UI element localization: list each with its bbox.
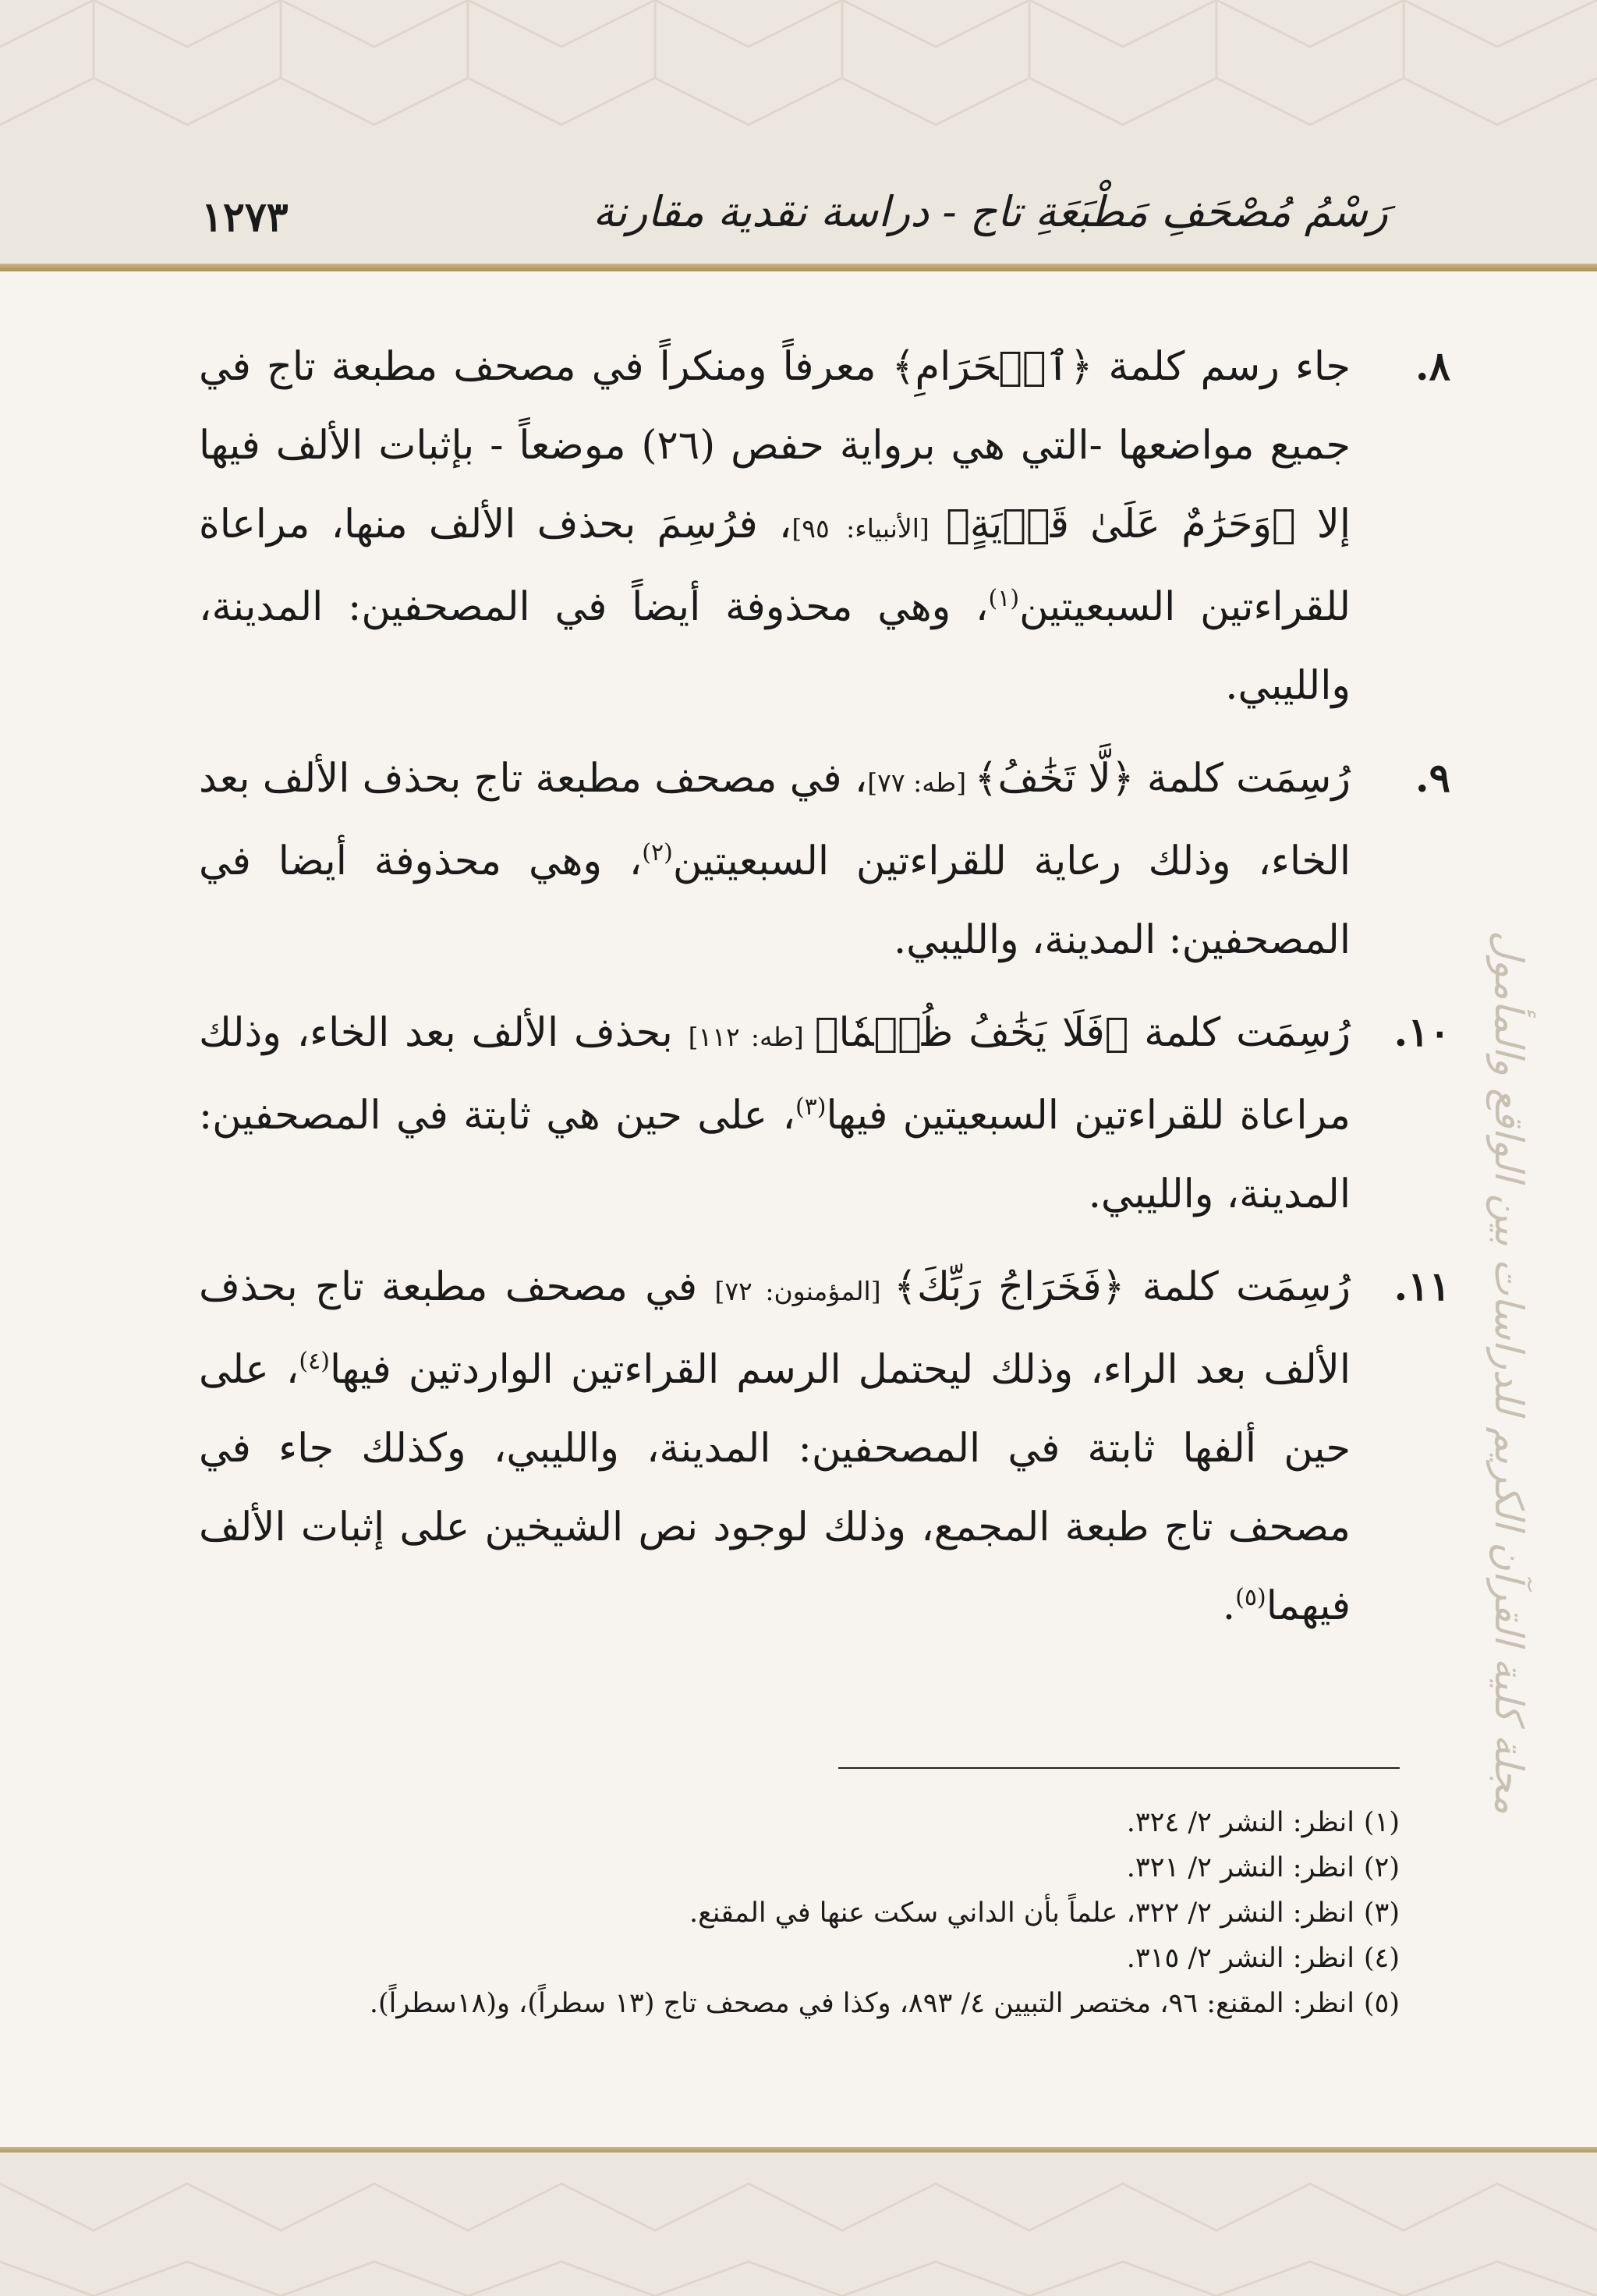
header-rule xyxy=(0,264,1597,271)
main-content xyxy=(199,328,1450,1646)
quran-word: ﴿فَلَا يَخَٰفُ ظُلۡمٗا﴾ xyxy=(814,1010,1129,1056)
footnotes xyxy=(199,1800,1400,2026)
footnote xyxy=(199,1981,1400,2026)
footnote-number: (٥) xyxy=(1363,1988,1400,2019)
footnote-marker[interactable]: (٣) xyxy=(795,1093,827,1121)
quran-word: ﴿ٱلۡحَرَامِ﴾ xyxy=(891,344,1093,390)
footnote-marker[interactable]: (٥) xyxy=(1235,1584,1266,1611)
quran-word: ﴿وَحَرَٰمٌ عَلَىٰ قَرۡيَةٍ﴾ xyxy=(946,501,1296,547)
footnote xyxy=(199,1800,1400,1845)
footnote-separator xyxy=(838,1767,1400,1769)
geometric-pattern xyxy=(0,2152,1597,2296)
quran-word: ﴿فَخَرَاجُ رَبِّكَ﴾ xyxy=(894,1264,1125,1310)
item-number: ٩. xyxy=(1415,755,1450,802)
list-item: ١١. رُسِمَت كلمة ﴿فَخَرَاجُ رَبِّكَ﴾ [المؤمنون: ٧٢] في مصحف مطبعة تاج بحذف الألف بعد الراء، وذلك ليحتمل الرسم القراءتين الواردتين فيها$^{(٤)}$، على حين ألفها ثابتة في المصحفين: المدينة، والليبي، وكذلك جاء في مصحف تاج طبعة المجمع، وذلك لوجود نص الشيخين على إثبات الألف فيهما$^{(٥)}$. xyxy=(199,1248,1404,1646)
footnote-number: (٣) xyxy=(1363,1897,1400,1929)
item-number: ١٠. xyxy=(1393,1009,1450,1056)
footnote-marker[interactable]: (٤) xyxy=(299,1348,330,1375)
verse-reference: [طه: ٧٧] xyxy=(867,767,975,798)
footer-band xyxy=(0,2152,1597,2296)
footnote-number: (٢) xyxy=(1363,1852,1400,1883)
footnote-text: انظر: النشر ٢/ ٣٢١. xyxy=(1126,1852,1354,1883)
verse-reference: [المؤمنون: ٧٢] xyxy=(714,1276,894,1306)
item-number: ٨. xyxy=(1415,343,1450,390)
footnote-number: (١) xyxy=(1363,1807,1400,1838)
footnote-number: (٤) xyxy=(1363,1943,1400,1974)
quran-word: ﴿لَّا تَخَٰفُ﴾ xyxy=(974,756,1135,802)
list-item: ٨. جاء رسم كلمة ﴿ٱلۡحَرَامِ﴾ معرفاً ومنكراً في مصحف مطبعة تاج في جميع مواضعها -التي هي برواية حفص (٢٦) موضعاً - بإثبات الألف فيها إلا ﴿وَحَرَٰمٌ عَلَىٰ قَرۡيَةٍ﴾ [الأنبياء: ٩٥]، فرُسِمَ بحذف الألف منها، مراعاة للقراءتين السبعيتين$^{(١)}$، وهي محذوفة أيضاً في المصحفين: المدينة، والليبي. xyxy=(199,328,1404,725)
verse-reference: [طه: ١١٢] xyxy=(688,1022,815,1052)
footnote-text: انظر: المقنع: ٩٦، مختصر التبيين ٤/ ٨٩٣، وكذا في مصحف تاج (١٣ سطراً)، و(١٨سطراً). xyxy=(369,1988,1354,2019)
footnote xyxy=(199,1936,1400,1981)
item-number: ١١. xyxy=(1393,1263,1450,1310)
footnote-text: انظر: النشر ٢/ ٣٢٤. xyxy=(1126,1807,1354,1838)
list-item: ٩. رُسِمَت كلمة ﴿لَّا تَخَٰفُ﴾ [طه: ٧٧]، في مصحف مطبعة تاج بحذف الألف بعد الخاء، وذلك رعاية للقراءتين السبعيتين$^{(٢)}$، وهي محذوفة أيضا في المصحفين: المدينة، والليبي. xyxy=(199,739,1404,980)
verse-reference: [الأنبياء: ٩٥] xyxy=(791,513,947,544)
footnote-text: انظر: النشر ٢/ ٣١٥. xyxy=(1126,1943,1354,1974)
running-title: رَسْمُ مُصْحَفِ مَطْبَعَةِ تاج - دراسة نقدية مقارنة xyxy=(593,187,1388,236)
footnote-marker[interactable]: (٢) xyxy=(642,839,673,866)
side-title xyxy=(1474,873,1544,1872)
side-title-text: مجلة كلية القرآن الكريم للدراسات بين الواقع والمأمول xyxy=(1486,930,1531,1815)
footnote-text: انظر: النشر ٢/ ٣٢٢، علماً بأن الداني سكت عنها في المقنع. xyxy=(689,1897,1354,1929)
page-number: ١٢٧٣ xyxy=(201,193,289,241)
footnote-marker[interactable]: (١) xyxy=(988,585,1020,612)
footnote xyxy=(199,1845,1400,1890)
list-item: ١٠. رُسِمَت كلمة ﴿فَلَا يَخَٰفُ ظُلۡمٗا﴾ [طه: ١١٢] بحذف الألف بعد الخاء، وذلك مراعاة للقراءتين السبعيتين فيها$^{(٣)}$، على حين هي ثابتة في المصحفين: المدينة، والليبي. xyxy=(199,994,1404,1234)
footnote xyxy=(199,1890,1400,1936)
